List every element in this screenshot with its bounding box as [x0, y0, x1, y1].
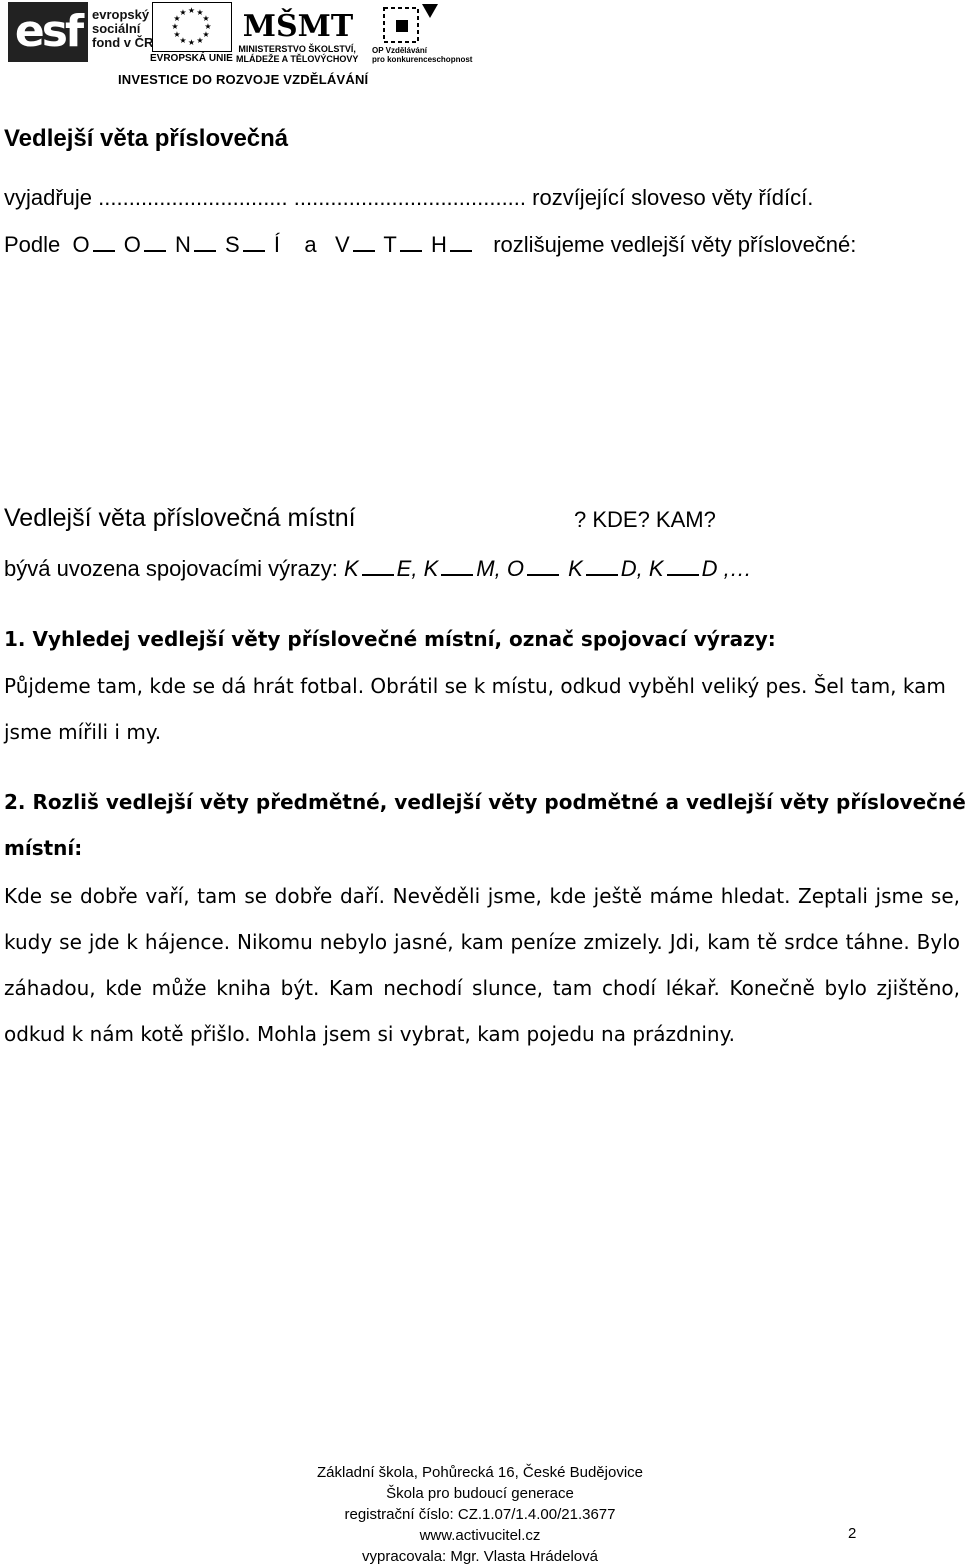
footer — [0, 1462, 960, 1567]
svg-text:★: ★ — [179, 8, 187, 17]
task2-heading-line2: místní: — [4, 836, 83, 860]
conj-word: K D ,… — [648, 556, 752, 581]
op-caption-2: pro konkurenceschopnost — [372, 55, 473, 64]
msmt-caption-1: MINISTERSTVO ŠKOLSTVÍ, — [238, 44, 356, 54]
svg-text:★: ★ — [173, 30, 181, 39]
svg-text:★: ★ — [173, 14, 181, 23]
blank — [353, 232, 375, 252]
page-number: 2 — [848, 1525, 857, 1542]
letter: O — [123, 232, 141, 257]
letter: S — [225, 232, 240, 257]
blank — [400, 232, 422, 252]
svg-text:★: ★ — [202, 14, 210, 23]
task2-text: Kde se dobře vaří, tam se dobře daří. Nevěděli jsme, kde ještě máme hledat. Zeptali jsme se, kudy se jde k hájence. Nikomu nebylo jasné, kam peníze zmizely. Jdi, kam tě srdce táhne. Bylo záhadou, kde může kniha být. Kam nechodí slunce, tam chodí lékař. Konečně bylo zjištěno, odkud k nám kotě přišlo. Mohla jsem si vybrat, kam pojedu na prázdniny. — [4, 884, 960, 1046]
letter: H — [431, 232, 447, 257]
esf-caption: evropský sociální fond v ČR — [92, 7, 154, 50]
blank — [450, 232, 472, 252]
svg-text:★: ★ — [187, 38, 196, 47]
eu-stars-icon — [153, 3, 230, 50]
task1-heading: 1. Vyhledej vedlejší věty příslovečné místní, označ spojovací výrazy: — [4, 627, 776, 651]
svg-text:★: ★ — [196, 8, 204, 17]
section1-line1: vyjadřuje ............................... ...................................... rozvíjející sloveso věty řídící. — [4, 185, 814, 210]
letter: O — [72, 232, 90, 257]
svg-text:★: ★ — [202, 30, 210, 39]
section2-questions: ? KDE? KAM? — [574, 507, 716, 532]
line2-prefix: Podle — [4, 232, 61, 257]
letter: Í — [273, 232, 280, 257]
letter: T — [383, 232, 397, 257]
letter: N — [175, 232, 191, 257]
header-logos — [0, 0, 473, 95]
conj-word: K E, — [343, 556, 418, 581]
footer-website: www.activucitel.cz — [419, 1527, 541, 1544]
conj-word: O — [507, 556, 562, 581]
line2-and: a — [304, 232, 317, 257]
esf-logo-text: esf — [14, 6, 82, 57]
svg-text:★: ★ — [187, 6, 196, 15]
msmt-emblem-icon — [242, 0, 354, 44]
eu-caption: EVROPSKÁ UNIE — [150, 53, 233, 64]
task2-heading-line1: 2. Rozliš vedlejší věty předmětné, vedlejší věty podmětné a vedlejší věty příslovečné — [4, 790, 966, 814]
svg-text:★: ★ — [204, 22, 212, 31]
footer-author: vypracovala: Mgr. Vlasta Hrádelová — [362, 1548, 598, 1565]
invest-caption: INVESTICE DO ROZVOJE VZDĚLÁVÁNÍ — [118, 72, 369, 87]
line2-suffix: rozlišujeme vedlejší věty příslovečné: — [493, 232, 857, 257]
blank — [144, 232, 166, 252]
section2-title: Vedlejší věta příslovečná místní — [4, 504, 356, 532]
blank — [194, 232, 216, 252]
task1-text-line2: jsme mířili i my. — [4, 720, 162, 744]
op-caption-1: OP Vzdělávání — [372, 46, 427, 55]
section2-intro-line — [4, 556, 752, 582]
section2-intro: bývá uvozena spojovacími výrazy: — [4, 556, 338, 581]
footer-school: Základní škola, Pohůrecká 16, České Budějovice — [316, 1464, 643, 1481]
op-emblem-icon — [378, 2, 442, 44]
blank — [243, 232, 265, 252]
svg-text:★: ★ — [196, 36, 204, 45]
letter: V — [335, 232, 350, 257]
task1-text-line1: Půjdeme tam, kde se dá hrát fotbal. Obrátil se k místu, odkud vyběhl veliký pes. Šel tam, kam — [4, 674, 946, 698]
msmt-caption-2: MLÁDEŽE A TĚLOVÝCHOVY — [236, 54, 359, 64]
svg-text:★: ★ — [179, 36, 187, 45]
msmt-logo-text: MŠMT — [242, 9, 354, 44]
blank — [93, 232, 115, 252]
conj-word: K M, — [423, 556, 501, 581]
footer-motto: Škola pro budoucí generace — [386, 1485, 574, 1502]
section1-title: Vedlejší věta příslovečná — [4, 125, 289, 152]
section1-line2 — [4, 232, 856, 258]
footer-registration: registrační číslo: CZ.1.07/1.4.00/21.3677 — [344, 1506, 616, 1523]
svg-text:★: ★ — [171, 22, 179, 31]
conj-word: K D, — [568, 556, 643, 581]
